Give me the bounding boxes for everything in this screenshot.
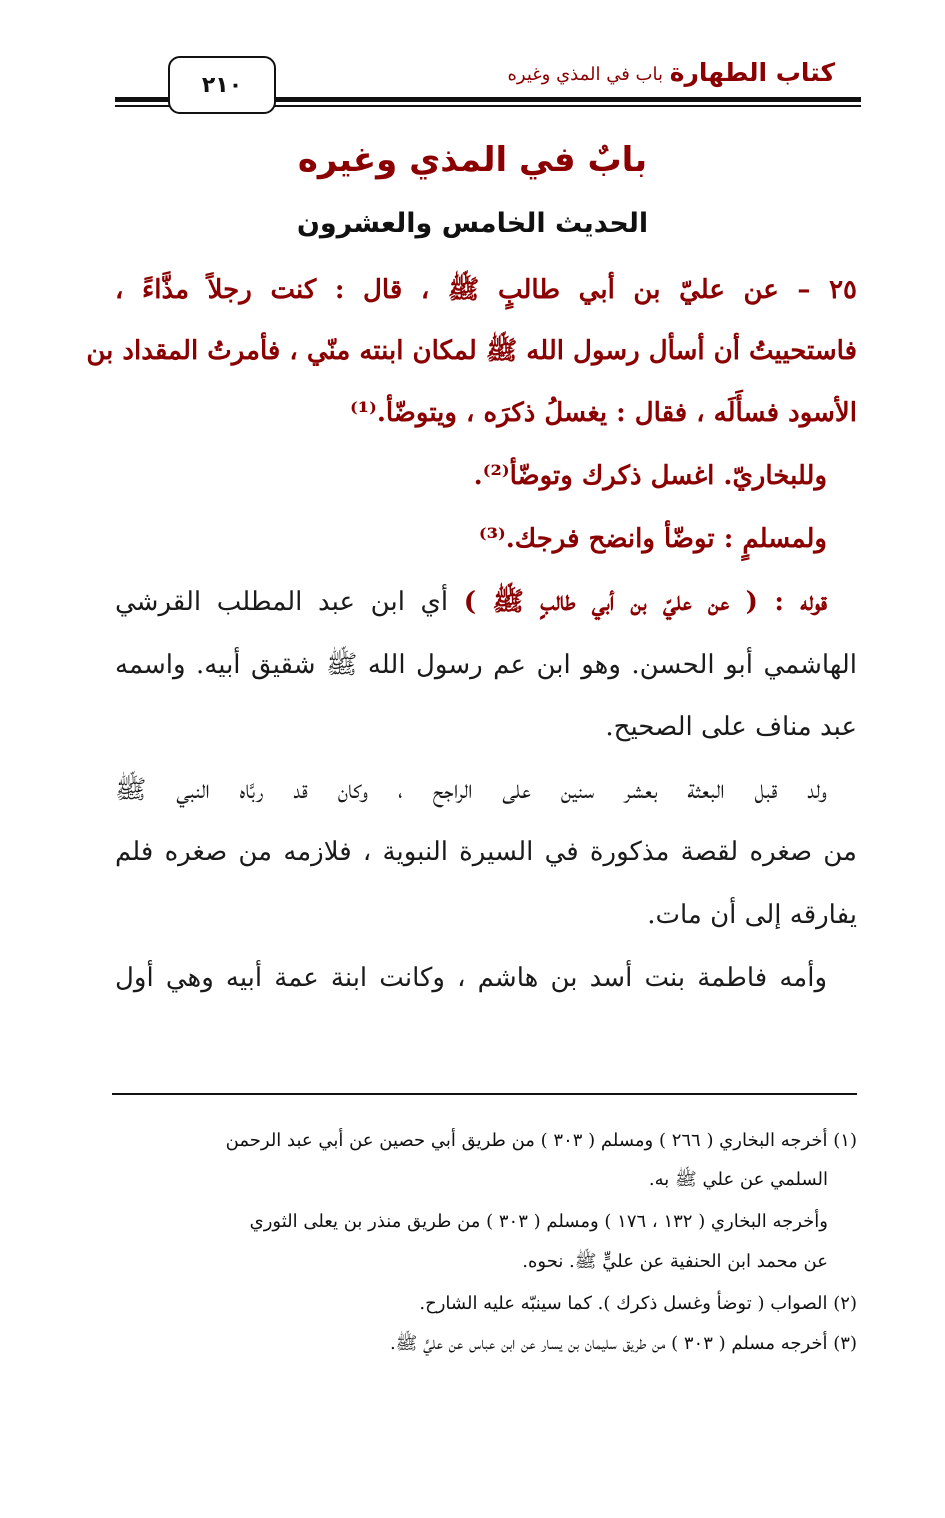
hadith-line-3: الأسود فسأَلَه ، فقال : يغسلُ ذكرَه ، ويتوضّأ.⁽¹⁾	[349, 398, 857, 428]
commentary-line-3: عبد مناف على الصحيح.	[605, 712, 857, 742]
footnote-separator	[112, 1093, 857, 1095]
footnote-1-line-4: عن محمد ابن الحنفية عن عليٍّ ﷺ. نحوه.	[522, 1251, 828, 1272]
footnote-1-line-2: السلمي عن علي ﷺ به.	[648, 1169, 828, 1190]
commentary-text: أي ابن عبد المطلب القرشي	[115, 587, 464, 617]
footnote-1-line-3: وأخرجه البخاري ( ١٣٢ ، ١٧٦ ) ومسلم ( ٣٠٣ ) من طريق منذر بن يعلى الثوري	[249, 1211, 828, 1232]
commentary-line-2: الهاشمي أبو الحسن. وهو ابن عم رسول الله ﷺ شقيق أبيه. واسمه	[115, 650, 857, 680]
running-header-book-title: كتاب الطهارة	[669, 58, 835, 87]
commentary-line-5: من صغره لقصة مذكورة في السيرة النبوية ، فلازمه من صغره فلم	[115, 837, 857, 867]
hadith-line-1: ٢٥ – عن عليّ بن أبي طالبٍ ﷺ ، قال : كنت رجلاً مذَّاءً ،	[115, 275, 857, 305]
running-header-chapter-title: باب في المذي وغيره	[507, 64, 663, 85]
hadith-bukhari-variant: وللبخاريّ. اغسل ذكرك وتوضّأ⁽²⁾.	[473, 461, 827, 491]
hadith-muslim-variant: ولمسلمٍ : توضّأ وانضح فرجك.⁽³⁾	[478, 524, 827, 554]
footnote-3: (٣) أخرجه مسلم ( ٣٠٣ ) من طريق سليمان بن يسار عن ابن عباس عن عليٍّ ﷺ.	[389, 1333, 857, 1354]
chapter-heading: بابٌ في المذي وغيره	[297, 140, 648, 180]
footnote-2: (٢) الصواب ( توضأ وغسل ذكرك ). كما سينبّه عليه الشارح.	[419, 1293, 857, 1314]
hadith-line-2: فاستحييتُ أن أسأل رسول الله ﷺ لمكان ابنته منّي ، فأمرتُ المقداد بن	[86, 336, 857, 366]
hadith-heading: الحديث الخامس والعشرون	[296, 208, 649, 239]
commentary-line-6: يفارقه إلى أن مات.	[647, 900, 857, 930]
page-number: ٢١٠	[201, 72, 243, 98]
commentary-line-4: ولد قبل البعثة بعشر سنين على الراجح ، وكان قد ربَّاه النبي ﷺ	[115, 775, 827, 805]
footnote-1-line-1: (١) أخرجه البخاري ( ٢٦٦ ) ومسلم ( ٣٠٣ ) من طريق أبي حصين عن أبي عبد الرحمن	[225, 1130, 857, 1151]
commentary-line-7: وأمه فاطمة بنت أسد بن هاشم ، وكانت ابنة عمة أبيه وهي أول	[115, 963, 827, 993]
commentary-line-1	[115, 582, 827, 624]
page-number-box	[168, 56, 276, 114]
commentary-quote: قوله : ( عن عليّ بن أبي طالبٍ ﷺ )	[463, 587, 828, 617]
